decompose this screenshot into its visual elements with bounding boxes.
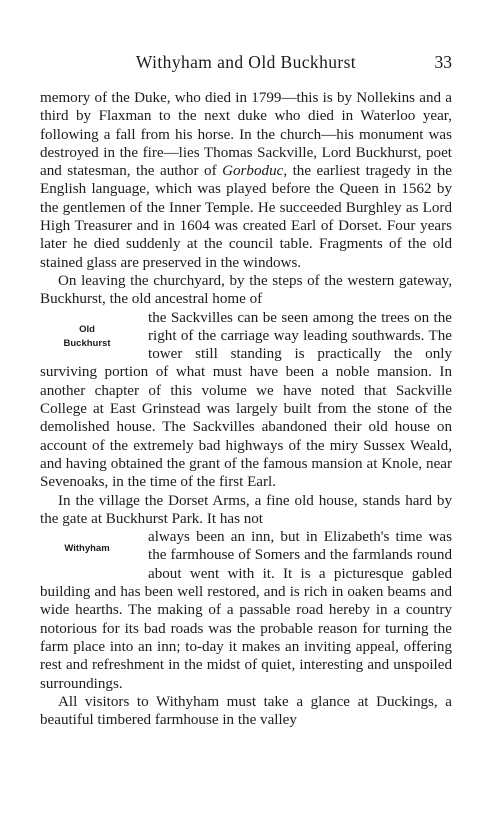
paragraph-3-lead: In the village the Dorset Arms, a fine old house, stands hard by the gate at Buckhurst Park. It has not bbox=[40, 492, 452, 527]
page-number: 33 bbox=[434, 52, 452, 72]
paragraph-2 bbox=[40, 309, 452, 492]
paragraph-2-lead: On leaving the churchyard, by the steps of the western gateway, Buckhurst, the old ancestral home of bbox=[40, 272, 452, 308]
sidenote-old-buckhurst bbox=[40, 309, 134, 363]
sidenote-old-buckhurst-text: Old Buckhurst bbox=[63, 323, 111, 349]
page-header bbox=[40, 52, 452, 74]
paragraph-1-text-b: , the earliest tragedy in the English language, which was played before the Queen in 1562 by the gentlemen of the Inner Temple. He succeeded Burghley as Lord High Treasurer and in 1604 was created Earl of Dorset. Four years later he died suddenly at the council table. Fragments of the old stained glass are preserved in the windows. bbox=[40, 163, 452, 271]
running-title: Withyham and Old Buckhurst bbox=[135, 52, 357, 72]
sidenote-withyham bbox=[40, 528, 134, 582]
sidenote-withyham-text: Withyham bbox=[64, 543, 110, 555]
paragraph-2-text: the Sackvilles can be seen among the trees on the right of the carriage way leading southwards. The tower still standing is practically the only surviving portion of what must have been a noble mansion. In another chapter of this volume we have noted that Sackville College at East Grinstead was largely built from the stone of the demolished house. The Sackvilles abandoned their old house on account of the extremely bad highways of the miry Sussex Weald, and having obtained the grant of the famous mansion at Knole, near Sevenoaks, in the time of the first Earl. bbox=[40, 309, 452, 491]
paragraph-4: All visitors to Withyham must take a glance at Duckings, a beautiful timbered farmhouse in the valley bbox=[40, 693, 452, 729]
body-text bbox=[40, 89, 452, 729]
paragraph-1 bbox=[40, 89, 452, 272]
book-title-gorboduc: Gorboduc bbox=[222, 163, 284, 180]
paragraph-1-text-a: memory of the Duke, who died in 1799—this is by Nollekins and a third by Flaxman to the next duke who died in Waterloo year, following a fall from his horse. In the church—his monument was destroyed in the fire—lies Thomas Sackville, Lord Buckhurst, poet and statesman, the author of bbox=[40, 90, 452, 180]
paragraph-3 bbox=[40, 528, 452, 693]
paragraph-3-text: always been an inn, but in Elizabeth's time was the farmhouse of Somers and the farmlands round about went with it. It is a picturesque gabled building and has been well restored, and is rich in oaken beams and wide hearths. The making of a passable road hereby in a country notorious for its bad roads was the probable reason for turning the farm place into an inn; to-day it makes an inviting appeal, offering rest and refreshment in the midst of quiet, interesting and unspoiled surroundings. bbox=[40, 529, 452, 692]
